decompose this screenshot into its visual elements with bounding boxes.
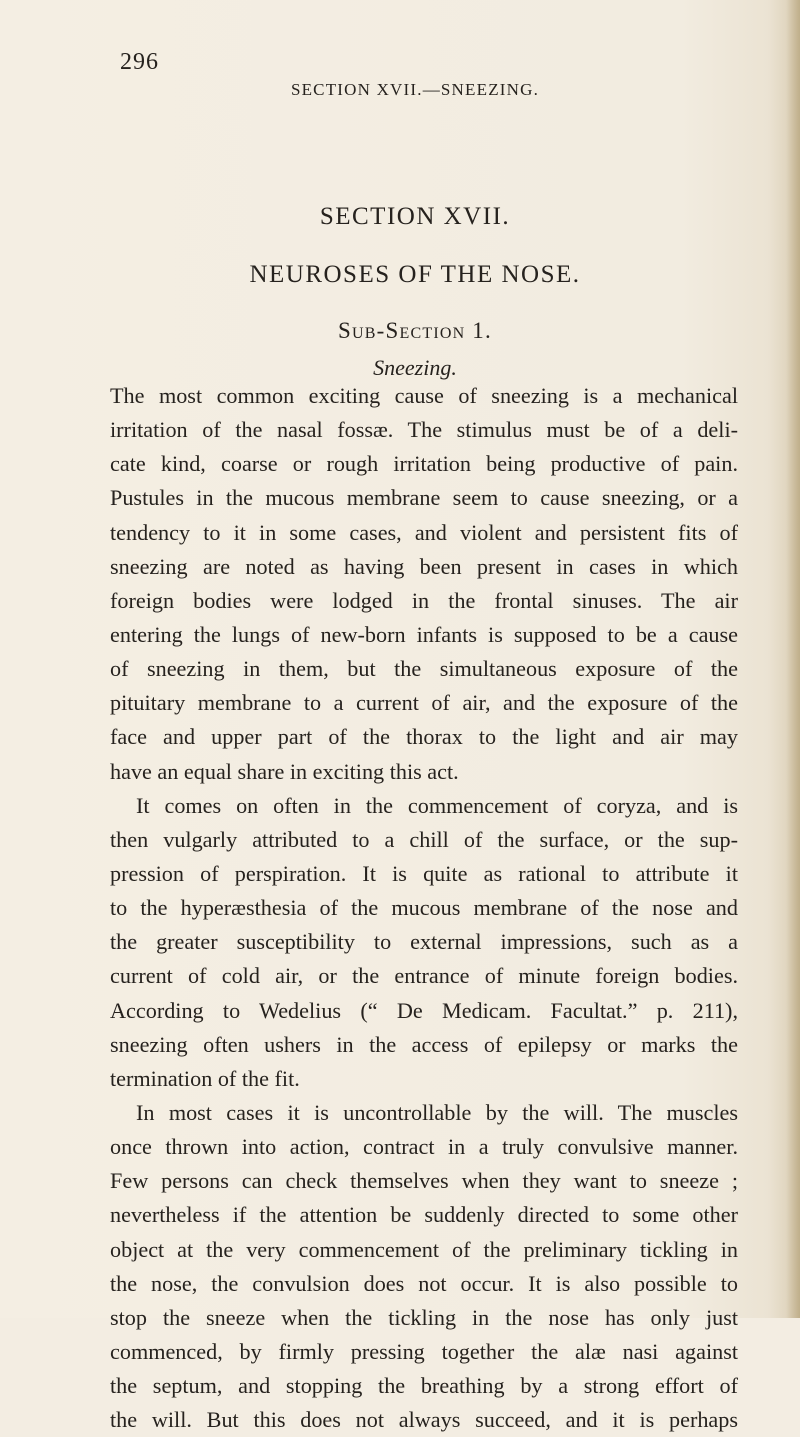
- text-line: have an equal share in exciting this act.: [110, 758, 459, 784]
- text-line: once thrown into action, contract in a truly convulsive manner.: [110, 1134, 738, 1160]
- text-line: The most common exciting cause of sneezing is a mechanical: [110, 383, 738, 408]
- text-line: face and upper part of the thorax to the light and air may: [110, 724, 738, 750]
- text-line: pituitary membrane to a current of air, and the exposure of the: [110, 690, 738, 716]
- text-line: sneezing are noted as having been present in cases in which: [110, 553, 738, 579]
- text-line: the greater susceptibility to external impressions, such as a: [110, 929, 738, 955]
- text-line: termination of the fit.: [110, 1065, 300, 1091]
- page-edge-shadow: [786, 0, 800, 1318]
- text-line: of sneezing in them, but the simultaneous exposure of the: [110, 656, 738, 682]
- running-head: SECTION XVII.—SNEEZING.: [290, 80, 540, 99]
- text-line: pression of perspiration. It is quite as rational to attribute it: [110, 860, 738, 886]
- section-title: SECTION XVII.: [319, 203, 511, 230]
- text-line: Few persons can check themselves when they want to sneeze ;: [110, 1168, 738, 1194]
- topic-title: Sneezing.: [373, 355, 457, 380]
- text-line: current of cold air, or the entrance of minute foreign bodies.: [110, 963, 738, 989]
- text-line: irritation of the nasal fossæ. The stimulus must be of a deli-: [110, 417, 738, 443]
- text-line: sneezing often ushers in the access of epilepsy or marks the: [110, 1031, 738, 1057]
- text-line: tendency to it in some cases, and violent and persistent fits of: [110, 519, 738, 545]
- subsection-title: Sub-Section 1.: [338, 318, 492, 343]
- text-line: nevertheless if the attention be suddenly directed to some other: [110, 1202, 738, 1228]
- text-line: the septum, and stopping the breathing by a strong effort of: [110, 1373, 738, 1399]
- text-line: object at the very commencement of the preliminary tickling in: [110, 1236, 738, 1262]
- text-line: In most cases it is uncontrollable by the will. The muscles: [136, 1099, 738, 1125]
- text-line: foreign bodies were lodged in the frontal sinuses. The air: [110, 587, 738, 613]
- text-line: Pustules in the mucous membrane seem to cause sneezing, or a: [110, 485, 738, 511]
- page-number: 296: [120, 49, 159, 75]
- chapter-title: NEUROSES OF THE NOSE.: [249, 261, 581, 288]
- text-line: stop the sneeze when the tickling in the nose has only just: [110, 1304, 738, 1330]
- text-line: entering the lungs of new-born infants is supposed to be a cause: [110, 621, 738, 647]
- text-line: the nose, the convulsion does not occur. It is also possible to: [110, 1270, 738, 1296]
- text-line: then vulgarly attributed to a chill of the surface, or the sup-: [110, 826, 738, 852]
- body-text: [110, 379, 738, 1437]
- text-line: to the hyperæsthesia of the mucous membrane of the nose and: [110, 895, 738, 921]
- text-line: It comes on often in the commencement of coryza, and is: [136, 792, 738, 818]
- text-line: commenced, by firmly pressing together the alæ nasi against: [110, 1338, 738, 1364]
- text-line: the will. But this does not always succeed, and it is perhaps: [110, 1407, 738, 1433]
- text-line: cate kind, coarse or rough irritation being productive of pain.: [110, 451, 738, 477]
- text-line: According to Wedelius (“ De Medicam. Facultat.” p. 211),: [110, 997, 738, 1023]
